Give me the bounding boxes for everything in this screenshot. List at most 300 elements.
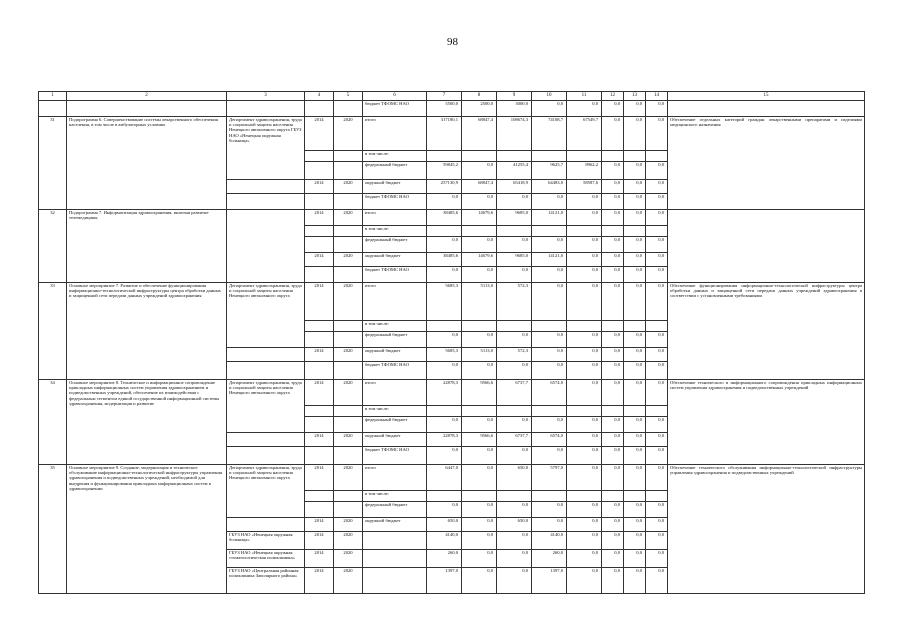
header-cell: 12 bbox=[602, 92, 624, 101]
value-cell: 0,0 bbox=[624, 417, 646, 433]
funding-source-cell: окружной бюджет bbox=[363, 433, 427, 447]
value-cell: 1397,0 bbox=[532, 568, 567, 594]
value-cell: 0,0 bbox=[602, 267, 624, 283]
header-cell: 14 bbox=[646, 92, 668, 101]
header-cell: 1 bbox=[39, 92, 67, 101]
funding-source-cell bbox=[363, 550, 427, 568]
item-name-cell bbox=[67, 101, 227, 117]
executor-cell: ГБУЗ НАО «Ненецкая окружная больница» bbox=[227, 532, 305, 550]
end-year-cell bbox=[334, 151, 363, 162]
funding-source-cell: итого bbox=[363, 380, 427, 406]
value-cell: 0,0 bbox=[646, 101, 668, 117]
start-year-cell: 2014 bbox=[305, 117, 334, 151]
executor-cell bbox=[227, 210, 305, 283]
value-cell: 14121,0 bbox=[532, 253, 567, 267]
value-cell bbox=[462, 321, 497, 332]
executor-cell: Департамент здравоохранения, труда и социальной защиты населения Ненецкого автономного округа bbox=[227, 465, 305, 518]
value-cell: 0,0 bbox=[602, 362, 624, 380]
total-cell: 22878,3 bbox=[427, 433, 462, 447]
total-cell: 317180,1 bbox=[427, 117, 462, 151]
value-cell bbox=[532, 406, 567, 417]
executor-cell: Департамент здравоохранения, труда и социальной защиты населения Ненецкого автономного округа ГБУЗ НАО «Ненецкая окружная больница» bbox=[227, 117, 305, 180]
value-cell bbox=[462, 151, 497, 162]
funding-source-cell: итого bbox=[363, 465, 427, 491]
funding-source-cell bbox=[363, 568, 427, 594]
start-year-cell bbox=[305, 406, 334, 417]
start-year-cell: 2014 bbox=[305, 380, 334, 406]
start-year-cell: 2014 bbox=[305, 180, 334, 194]
item-name-cell: Подпрограмма 7. Информатизация здравоохранения, включая развитие телемедицины bbox=[67, 210, 227, 283]
value-cell: 0,0 bbox=[602, 380, 624, 406]
value-cell: 0,0 bbox=[646, 162, 668, 180]
value-cell: 0,0 bbox=[624, 283, 646, 321]
start-year-cell bbox=[305, 237, 334, 253]
row-number-cell: 32 bbox=[39, 210, 67, 283]
header-row bbox=[39, 92, 865, 101]
end-year-cell: 2020 bbox=[334, 433, 363, 447]
funding-source-cell: в том числе: bbox=[363, 406, 427, 417]
header-cell: 13 bbox=[624, 92, 646, 101]
value-cell bbox=[646, 226, 668, 237]
value-cell: 0,0 bbox=[602, 568, 624, 594]
funding-source-cell: окружной бюджет bbox=[363, 253, 427, 267]
result-cell: Обеспечение технического и информационного сопровождения прикладных информационных систем управления здравоохранения и подведомственных учреждений bbox=[668, 380, 865, 465]
end-year-cell: 2020 bbox=[334, 465, 363, 491]
value-cell: 0,0 bbox=[532, 194, 567, 210]
value-cell: 0,0 bbox=[567, 237, 602, 253]
value-cell: 0,0 bbox=[646, 362, 668, 380]
value-cell: 0,0 bbox=[602, 502, 624, 518]
value-cell bbox=[532, 226, 567, 237]
total-cell: 5500,0 bbox=[427, 101, 462, 117]
funding-source-cell: бюджет ТФОМС НАО bbox=[363, 194, 427, 210]
value-cell: 0,0 bbox=[646, 237, 668, 253]
value-cell: 0,0 bbox=[624, 550, 646, 568]
value-cell: 0,0 bbox=[602, 117, 624, 151]
start-year-cell: 2014 bbox=[305, 532, 334, 550]
start-year-cell bbox=[305, 267, 334, 283]
value-cell: 0,0 bbox=[602, 283, 624, 321]
value-cell bbox=[462, 406, 497, 417]
value-cell: 0,0 bbox=[567, 267, 602, 283]
executor-cell: Департамент здравоохранения, труда и социальной защиты населения Ненецкого автономного округа bbox=[227, 283, 305, 348]
end-year-cell bbox=[334, 332, 363, 348]
table-row bbox=[39, 117, 865, 151]
value-cell: 650,0 bbox=[497, 465, 532, 491]
value-cell bbox=[532, 491, 567, 502]
end-year-cell: 2020 bbox=[334, 210, 363, 226]
page-number: 98 bbox=[447, 36, 458, 48]
total-cell: 0,0 bbox=[427, 447, 462, 465]
value-cell: 0,0 bbox=[646, 332, 668, 348]
value-cell: 0,0 bbox=[497, 194, 532, 210]
funding-source-cell: окружной бюджет bbox=[363, 518, 427, 532]
start-year-cell bbox=[305, 502, 334, 518]
executor-cell bbox=[227, 101, 305, 117]
value-cell: 0,0 bbox=[646, 180, 668, 194]
value-cell: 0,0 bbox=[624, 180, 646, 194]
value-cell: 0,0 bbox=[532, 518, 567, 532]
funding-source-cell: федеральный бюджет bbox=[363, 332, 427, 348]
value-cell: 0,0 bbox=[646, 433, 668, 447]
value-cell bbox=[602, 321, 624, 332]
executor-cell bbox=[227, 348, 305, 362]
value-cell bbox=[602, 151, 624, 162]
result-cell: Обеспечение отдельных категорий граждан лекарственными препаратами и изделиями медицинского назначения bbox=[668, 117, 865, 210]
funding-source-cell: в том числе: bbox=[363, 151, 427, 162]
value-cell: 0,0 bbox=[602, 518, 624, 532]
end-year-cell: 2020 bbox=[334, 117, 363, 151]
funding-source-cell: в том числе: bbox=[363, 491, 427, 502]
total-cell bbox=[427, 151, 462, 162]
value-cell: 0,0 bbox=[462, 518, 497, 532]
funding-source-cell: бюджет ТФОМС НАО bbox=[363, 362, 427, 380]
value-cell: 0,0 bbox=[624, 502, 646, 518]
table-row bbox=[39, 380, 865, 406]
total-cell bbox=[427, 321, 462, 332]
total-cell: 0,0 bbox=[427, 267, 462, 283]
header-cell: 2 bbox=[67, 92, 227, 101]
value-cell bbox=[646, 491, 668, 502]
start-year-cell bbox=[305, 447, 334, 465]
value-cell bbox=[602, 406, 624, 417]
value-cell: 14121,0 bbox=[532, 210, 567, 226]
value-cell: 0,0 bbox=[602, 465, 624, 491]
item-name-cell: Основное мероприятие 7. Развитие и обеспечение функционирования информационно-технологической инфраструктуры центра обработки данных и защищенной сети передачи данных учреждений здравоохранения bbox=[67, 283, 227, 380]
start-year-cell bbox=[305, 417, 334, 433]
value-cell: 0,0 bbox=[624, 532, 646, 550]
executor-cell bbox=[227, 433, 305, 447]
funding-source-cell: федеральный бюджет bbox=[363, 237, 427, 253]
value-cell bbox=[624, 491, 646, 502]
value-cell bbox=[497, 321, 532, 332]
value-cell: 0,0 bbox=[624, 101, 646, 117]
executor-cell: ГБУЗ НАО «Ненецкая окружная стоматологическая поликлиника» bbox=[227, 550, 305, 568]
value-cell: 0,0 bbox=[624, 332, 646, 348]
value-cell: 0,0 bbox=[624, 194, 646, 210]
value-cell: 0,0 bbox=[602, 447, 624, 465]
value-cell: 0,0 bbox=[462, 532, 497, 550]
result-cell: Обеспечение функционирования информационно-технологической инфраструктуры центра обработки данных и защищенной сети передачи данных учреждений здравоохранения в соответствии с установленными требованиями bbox=[668, 283, 865, 380]
start-year-cell: 2014 bbox=[305, 465, 334, 491]
value-cell: 0,0 bbox=[646, 447, 668, 465]
value-cell: 0,0 bbox=[462, 502, 497, 518]
value-cell: 0,0 bbox=[532, 362, 567, 380]
row-number-cell: 33 bbox=[39, 283, 67, 380]
value-cell bbox=[567, 321, 602, 332]
start-year-cell bbox=[305, 151, 334, 162]
value-cell: 3000,0 bbox=[497, 101, 532, 117]
value-cell: 0,0 bbox=[567, 550, 602, 568]
value-cell bbox=[532, 321, 567, 332]
funding-source-cell: бюджет ТФОМС НАО bbox=[363, 267, 427, 283]
value-cell: 0,0 bbox=[567, 101, 602, 117]
value-cell bbox=[567, 406, 602, 417]
funding-source-cell: итого bbox=[363, 283, 427, 321]
value-cell: 9685,0 bbox=[497, 210, 532, 226]
value-cell: 6737,7 bbox=[497, 433, 532, 447]
item-name-cell: Основное мероприятие 8. Техническое и информационное сопровождение прикладных информационных систем управления здравоохранением и подведомственных учреждений, обеспечение их взаимодействия с федеральным сегментом единой государственной информационной системы здравоохранения, модернизация и развитие bbox=[67, 380, 227, 465]
value-cell: 0,0 bbox=[567, 518, 602, 532]
value-cell bbox=[497, 151, 532, 162]
value-cell: 0,0 bbox=[602, 332, 624, 348]
value-cell: 0,0 bbox=[497, 362, 532, 380]
total-cell: 257130,9 bbox=[427, 180, 462, 194]
value-cell: 6574,0 bbox=[532, 433, 567, 447]
value-cell: 9685,0 bbox=[497, 253, 532, 267]
value-cell: 0,0 bbox=[602, 162, 624, 180]
value-cell: 0,0 bbox=[567, 417, 602, 433]
value-cell: 0,0 bbox=[624, 433, 646, 447]
value-cell: 0,0 bbox=[624, 568, 646, 594]
value-cell: 0,0 bbox=[462, 550, 497, 568]
value-cell: 0,0 bbox=[602, 180, 624, 194]
funding-source-cell: федеральный бюджет bbox=[363, 162, 427, 180]
start-year-cell: 2014 bbox=[305, 518, 334, 532]
row-number-cell: 35 bbox=[39, 465, 67, 594]
value-cell: 41255,4 bbox=[497, 162, 532, 180]
value-cell: 0,0 bbox=[567, 194, 602, 210]
funding-source-cell: окружной бюджет bbox=[363, 180, 427, 194]
header-cell: 3 bbox=[227, 92, 305, 101]
value-cell: 67549,7 bbox=[567, 117, 602, 151]
value-cell: 0,0 bbox=[567, 362, 602, 380]
start-year-cell: 2014 bbox=[305, 283, 334, 321]
total-cell: 0,0 bbox=[427, 332, 462, 348]
end-year-cell: 2020 bbox=[334, 518, 363, 532]
value-cell: 0,0 bbox=[567, 465, 602, 491]
end-year-cell bbox=[334, 447, 363, 465]
end-year-cell: 2020 bbox=[334, 568, 363, 594]
funding-source-cell: в том числе: bbox=[363, 226, 427, 237]
executor-cell: ГБУЗ НАО «Центральная районная поликлиника Заполярного района» bbox=[227, 568, 305, 594]
total-cell: 0,0 bbox=[427, 237, 462, 253]
value-cell: 0,0 bbox=[532, 283, 567, 321]
funding-source-cell: итого bbox=[363, 210, 427, 226]
end-year-cell bbox=[334, 267, 363, 283]
executor-cell bbox=[227, 518, 305, 532]
value-cell: 0,0 bbox=[646, 283, 668, 321]
value-cell: 0,0 bbox=[532, 332, 567, 348]
funding-source-cell: федеральный бюджет bbox=[363, 417, 427, 433]
value-cell: 0,0 bbox=[602, 433, 624, 447]
executor-cell: Департамент здравоохранения, труда и социальной защиты населения Ненецкого автономного округа bbox=[227, 380, 305, 433]
start-year-cell: 2014 bbox=[305, 550, 334, 568]
header-cell: 8 bbox=[462, 92, 497, 101]
value-cell: 9566,6 bbox=[462, 380, 497, 406]
end-year-cell bbox=[334, 362, 363, 380]
total-cell: 5685,3 bbox=[427, 348, 462, 362]
row-number-cell bbox=[39, 101, 67, 117]
start-year-cell: 2014 bbox=[305, 433, 334, 447]
value-cell: 0,0 bbox=[462, 465, 497, 491]
total-cell: 650,0 bbox=[427, 518, 462, 532]
start-year-cell bbox=[305, 321, 334, 332]
value-cell: 0,0 bbox=[462, 447, 497, 465]
value-cell bbox=[624, 151, 646, 162]
value-cell: 0,0 bbox=[646, 194, 668, 210]
start-year-cell bbox=[305, 362, 334, 380]
start-year-cell: 2014 bbox=[305, 348, 334, 362]
value-cell: 5797,0 bbox=[532, 465, 567, 491]
funding-source-cell: итого bbox=[363, 117, 427, 151]
value-cell: 4140,0 bbox=[532, 532, 567, 550]
start-year-cell bbox=[305, 101, 334, 117]
value-cell bbox=[624, 406, 646, 417]
value-cell: 0,0 bbox=[497, 417, 532, 433]
value-cell bbox=[646, 406, 668, 417]
value-cell bbox=[462, 491, 497, 502]
value-cell: 0,0 bbox=[646, 348, 668, 362]
value-cell bbox=[624, 226, 646, 237]
value-cell: 0,0 bbox=[602, 237, 624, 253]
value-cell: 0,0 bbox=[624, 518, 646, 532]
value-cell bbox=[462, 226, 497, 237]
value-cell: 0,0 bbox=[624, 447, 646, 465]
funding-source-cell: федеральный бюджет bbox=[363, 502, 427, 518]
start-year-cell bbox=[305, 226, 334, 237]
start-year-cell bbox=[305, 194, 334, 210]
end-year-cell: 2020 bbox=[334, 253, 363, 267]
value-cell: 0,0 bbox=[497, 568, 532, 594]
value-cell: 0,0 bbox=[624, 348, 646, 362]
funding-source-cell bbox=[363, 532, 427, 550]
value-cell: 0,0 bbox=[532, 237, 567, 253]
value-cell: 0,0 bbox=[532, 502, 567, 518]
end-year-cell bbox=[334, 226, 363, 237]
total-cell bbox=[427, 406, 462, 417]
executor-cell bbox=[227, 194, 305, 210]
value-cell: 0,0 bbox=[462, 332, 497, 348]
value-cell: 0,0 bbox=[462, 568, 497, 594]
value-cell: 0,0 bbox=[567, 380, 602, 406]
end-year-cell bbox=[334, 502, 363, 518]
end-year-cell bbox=[334, 237, 363, 253]
value-cell: 0,0 bbox=[646, 417, 668, 433]
value-cell: 0,0 bbox=[646, 502, 668, 518]
value-cell: 0,0 bbox=[497, 550, 532, 568]
value-cell: 0,0 bbox=[462, 194, 497, 210]
value-cell bbox=[567, 226, 602, 237]
value-cell: 8962,2 bbox=[567, 162, 602, 180]
total-cell: 38485,6 bbox=[427, 210, 462, 226]
value-cell bbox=[497, 226, 532, 237]
value-cell: 0,0 bbox=[646, 532, 668, 550]
value-cell: 0,0 bbox=[497, 447, 532, 465]
value-cell: 9566,6 bbox=[462, 433, 497, 447]
value-cell: 0,0 bbox=[497, 267, 532, 283]
executor-cell bbox=[227, 447, 305, 465]
end-year-cell bbox=[334, 321, 363, 332]
header-cell: 7 bbox=[427, 92, 462, 101]
value-cell bbox=[532, 151, 567, 162]
value-cell bbox=[624, 321, 646, 332]
item-name-cell: Основное мероприятие 9. Создание, модернизация и техническое обслуживание информационно-технологической инфраструктуры управления здравоохранения и подведомственных учреждений, необходимой для внедрения и функционирования прикладных информационных систем в здравоохранении bbox=[67, 465, 227, 594]
start-year-cell: 2014 bbox=[305, 253, 334, 267]
value-cell: 68847,4 bbox=[462, 180, 497, 194]
value-cell bbox=[497, 406, 532, 417]
value-cell: 0,0 bbox=[646, 380, 668, 406]
start-year-cell bbox=[305, 162, 334, 180]
funding-source-cell: в том числе: bbox=[363, 321, 427, 332]
start-year-cell bbox=[305, 332, 334, 348]
value-cell: 0,0 bbox=[624, 465, 646, 491]
value-cell: 0,0 bbox=[567, 502, 602, 518]
value-cell: 0,0 bbox=[567, 332, 602, 348]
value-cell: 0,0 bbox=[567, 283, 602, 321]
header-cell: 5 bbox=[334, 92, 363, 101]
value-cell: 0,0 bbox=[646, 267, 668, 283]
value-cell: 0,0 bbox=[624, 362, 646, 380]
value-cell bbox=[602, 226, 624, 237]
total-cell bbox=[427, 226, 462, 237]
value-cell: 0,0 bbox=[532, 101, 567, 117]
value-cell: 0,0 bbox=[602, 253, 624, 267]
value-cell: 0,0 bbox=[624, 267, 646, 283]
total-cell: 59845,2 bbox=[427, 162, 462, 180]
value-cell: 0,0 bbox=[497, 532, 532, 550]
value-cell: 0,0 bbox=[567, 433, 602, 447]
value-cell: 65418,9 bbox=[497, 180, 532, 194]
value-cell: 0,0 bbox=[624, 162, 646, 180]
value-cell: 0,0 bbox=[646, 117, 668, 151]
value-cell: 0,0 bbox=[532, 447, 567, 465]
value-cell: 2500,0 bbox=[462, 101, 497, 117]
value-cell: 6737,7 bbox=[497, 380, 532, 406]
total-cell: 5685,3 bbox=[427, 283, 462, 321]
value-cell: 0,0 bbox=[532, 348, 567, 362]
value-cell: 0,0 bbox=[567, 447, 602, 465]
value-cell bbox=[646, 151, 668, 162]
value-cell: 572,3 bbox=[497, 283, 532, 321]
executor-cell bbox=[227, 362, 305, 380]
end-year-cell bbox=[334, 491, 363, 502]
value-cell: 0,0 bbox=[462, 237, 497, 253]
total-cell: 38485,6 bbox=[427, 253, 462, 267]
value-cell: 0,0 bbox=[646, 568, 668, 594]
start-year-cell: 2014 bbox=[305, 210, 334, 226]
header-cell: 11 bbox=[567, 92, 602, 101]
table-row bbox=[39, 283, 865, 321]
value-cell bbox=[602, 491, 624, 502]
value-cell: 0,0 bbox=[602, 532, 624, 550]
end-year-cell: 2020 bbox=[334, 550, 363, 568]
value-cell bbox=[567, 491, 602, 502]
value-cell: 108674,3 bbox=[497, 117, 532, 151]
total-cell: 260,0 bbox=[427, 550, 462, 568]
value-cell: 58587,6 bbox=[567, 180, 602, 194]
value-cell: 0,0 bbox=[602, 194, 624, 210]
value-cell: 0,0 bbox=[532, 417, 567, 433]
value-cell: 14679,6 bbox=[462, 253, 497, 267]
executor-cell bbox=[227, 180, 305, 194]
header-cell: 10 bbox=[532, 92, 567, 101]
end-year-cell bbox=[334, 417, 363, 433]
result-cell bbox=[668, 101, 865, 117]
end-year-cell bbox=[334, 194, 363, 210]
value-cell: 0,0 bbox=[624, 253, 646, 267]
start-year-cell: 2014 bbox=[305, 568, 334, 594]
value-cell: 650,0 bbox=[497, 518, 532, 532]
funding-source-cell: бюджет ТФОМС НАО bbox=[363, 447, 427, 465]
value-cell: 0,0 bbox=[462, 162, 497, 180]
table-row bbox=[39, 210, 865, 226]
total-cell: 1397,0 bbox=[427, 568, 462, 594]
value-cell: 0,0 bbox=[567, 348, 602, 362]
value-cell: 0,0 bbox=[497, 237, 532, 253]
value-cell: 0,0 bbox=[462, 417, 497, 433]
value-cell: 0,0 bbox=[646, 465, 668, 491]
